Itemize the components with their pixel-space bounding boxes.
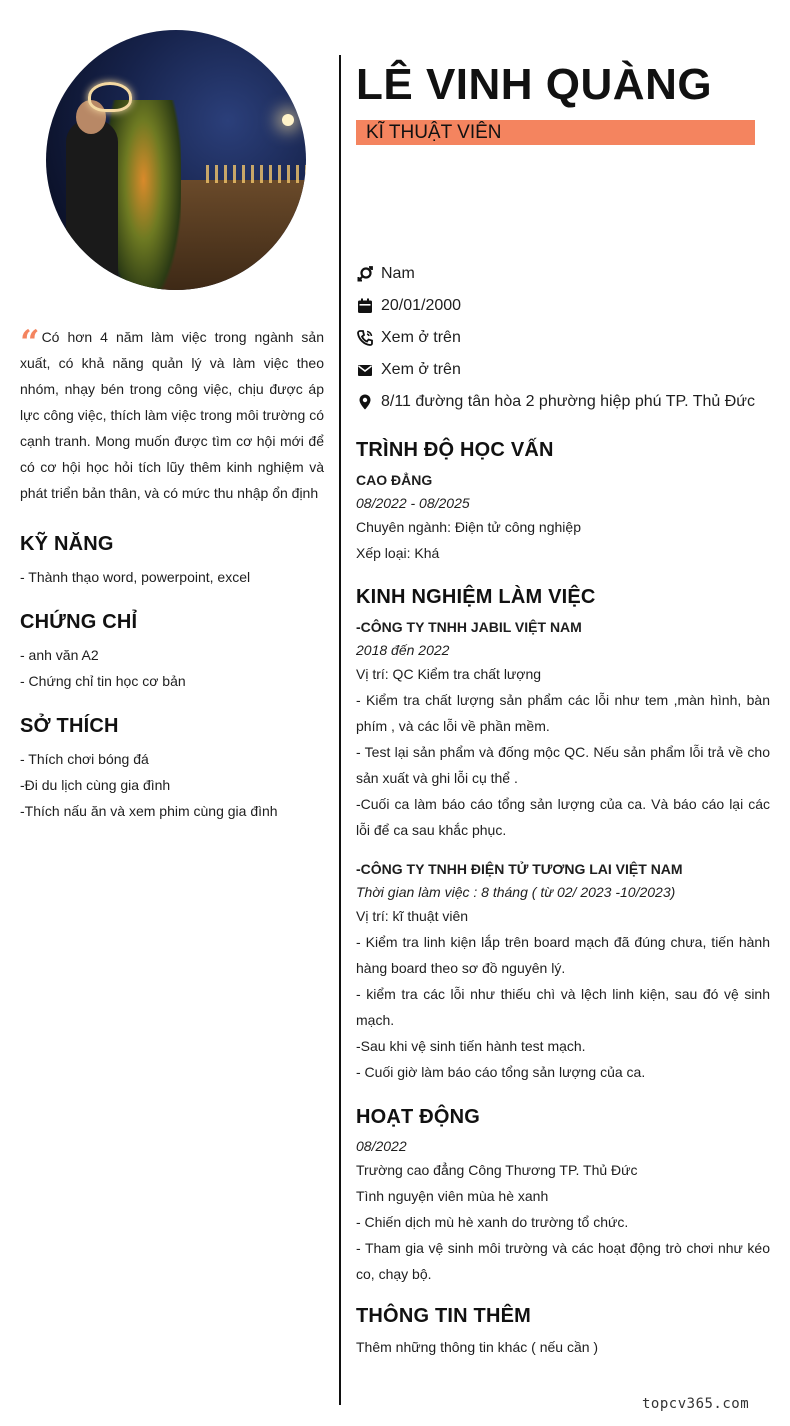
hobbies-heading: SỞ THÍCH	[20, 715, 119, 737]
career-summary	[20, 324, 324, 506]
activity-line: Tình nguyện viên mùa hè xanh	[356, 1188, 549, 1204]
birthday-value: 20/01/2000	[381, 297, 462, 314]
contact-gender	[356, 258, 770, 290]
skills-heading: KỸ NĂNG	[20, 533, 114, 555]
quote-icon: “	[20, 323, 40, 363]
activity-line: Trường cao đẳng Công Thương TP. Thủ Đức	[356, 1162, 638, 1178]
extra-info-section	[356, 1302, 770, 1360]
job-line: Vị trí: kĩ thuật viên	[356, 908, 469, 924]
envelope-icon	[356, 361, 374, 379]
job-date: 2018 đến 2022	[356, 642, 450, 658]
candidate-name: LÊ VINH QUÀNG	[356, 60, 713, 109]
job-company: -CÔNG TY TNHH JABIL VIỆT NAM	[356, 619, 582, 635]
contact-address	[356, 386, 770, 418]
skills-section	[20, 530, 324, 590]
hobby-item: -Đi du lịch cùng gia đình	[20, 777, 171, 793]
summary-text: Có hơn 4 năm làm việc trong ngành sản xuất, có khả năng quản lý và làm việc theo nhóm, nhạy bén trong công việc, chịu được áp lực công việc, thích làm việc trong môi trường có cạnh tranh. Mong muốn được tìm cơ hội mới để có cơ hội học hỏi tích lũy thêm kinh nghiệm và phát triển bản thân, và có mức thu nhập ổn định	[20, 329, 324, 501]
activities-section	[356, 1103, 770, 1287]
extra-text: Thêm những thông tin khác ( nếu cần )	[356, 1339, 599, 1355]
certificates-heading: CHỨNG CHỈ	[20, 611, 138, 633]
job-title-bar	[356, 120, 755, 145]
education-rank: Xếp loại: Khá	[356, 545, 440, 561]
job-line: - kiểm tra các lỗi như thiếu chì và lệch linh kiện, sau đó vệ sinh mạch.	[356, 986, 770, 1028]
education-school: CAO ĐẲNG	[356, 472, 433, 488]
contact-birthday	[356, 290, 770, 322]
job-line: Vị trí: QC Kiểm tra chất lượng	[356, 666, 542, 682]
gender-value: Nam	[381, 265, 415, 282]
experience-heading: KINH NGHIỆM LÀM VIỆC	[356, 586, 596, 608]
footer-brand: topcv365.com	[642, 1396, 750, 1412]
job-line: - Test lại sản phẩm và đống mộc QC. Nếu sản phẩm lỗi trả về cho sản xuất và ghi lỗi cụ thể .	[356, 744, 770, 786]
job-line: - Kiểm tra linh kiện lắp trên board mạch đã đúng chưa, tiến hành hàng board theo sơ đồ nguyên lý.	[356, 934, 770, 976]
education-date: 08/2022 - 08/2025	[356, 495, 470, 511]
activity-date: 08/2022	[356, 1138, 407, 1154]
job-line: -Cuối ca làm báo cáo tổng sản lượng của ca. Và báo cáo lại các lỗi để ca sau khắc phục.	[356, 796, 770, 838]
column-divider	[339, 55, 341, 1405]
activity-line: - Tham gia vệ sinh môi trường và các hoạt động trò chơi như kéo co, chạy bộ.	[356, 1240, 770, 1282]
hobby-item: -Thích nấu ăn và xem phim cùng gia đình	[20, 803, 278, 819]
activities-heading: HOẠT ĐỘNG	[356, 1106, 481, 1128]
address-value: 8/11 đường tân hòa 2 phường hiệp phú TP. Thủ Đức	[381, 393, 755, 410]
job-line: - Cuối giờ làm báo cáo tổng sản lượng của ca.	[356, 1064, 646, 1080]
phone-icon	[356, 329, 374, 347]
contact-phone	[356, 322, 770, 354]
extra-heading: THÔNG TIN THÊM	[356, 1305, 532, 1327]
hobby-item: - Thích chơi bóng đá	[20, 751, 149, 767]
email-value: Xem ở trên	[381, 361, 461, 378]
calendar-icon	[356, 297, 374, 315]
skill-item: - Thành thạo word, powerpoint, excel	[20, 569, 251, 585]
contact-email	[356, 354, 770, 386]
phone-value: Xem ở trên	[381, 329, 461, 346]
hobbies-section	[20, 712, 324, 824]
experience-section	[356, 583, 770, 1085]
certificate-item: - anh văn A2	[20, 647, 99, 663]
certificates-section	[20, 608, 324, 694]
activity-line: - Chiến dịch mù hè xanh do trường tổ chức.	[356, 1214, 629, 1230]
job-date: Thời gian làm việc : 8 tháng ( từ 02/ 2023 -10/2023)	[356, 884, 676, 900]
contact-list	[356, 258, 770, 418]
job-title: KĨ THUẬT VIÊN	[366, 122, 502, 143]
job-company: -CÔNG TY TNHH ĐIỆN TỬ TƯƠNG LAI VIỆT NAM	[356, 861, 683, 877]
education-major: Chuyên ngành: Điện tử công nghiệp	[356, 519, 581, 535]
gender-icon	[356, 265, 374, 283]
job-line: -Sau khi vệ sinh tiến hành test mạch.	[356, 1038, 586, 1054]
profile-photo	[46, 30, 306, 290]
education-heading: TRÌNH ĐỘ HỌC VẤN	[356, 439, 554, 461]
certificate-item: - Chứng chỉ tin học cơ bản	[20, 673, 186, 689]
education-section	[356, 436, 770, 566]
job-line: - Kiểm tra chất lượng sản phẩm các lỗi như tem ,màn hình, bàn phím , và các lỗi về phần mềm.	[356, 692, 770, 734]
location-pin-icon	[356, 393, 374, 411]
